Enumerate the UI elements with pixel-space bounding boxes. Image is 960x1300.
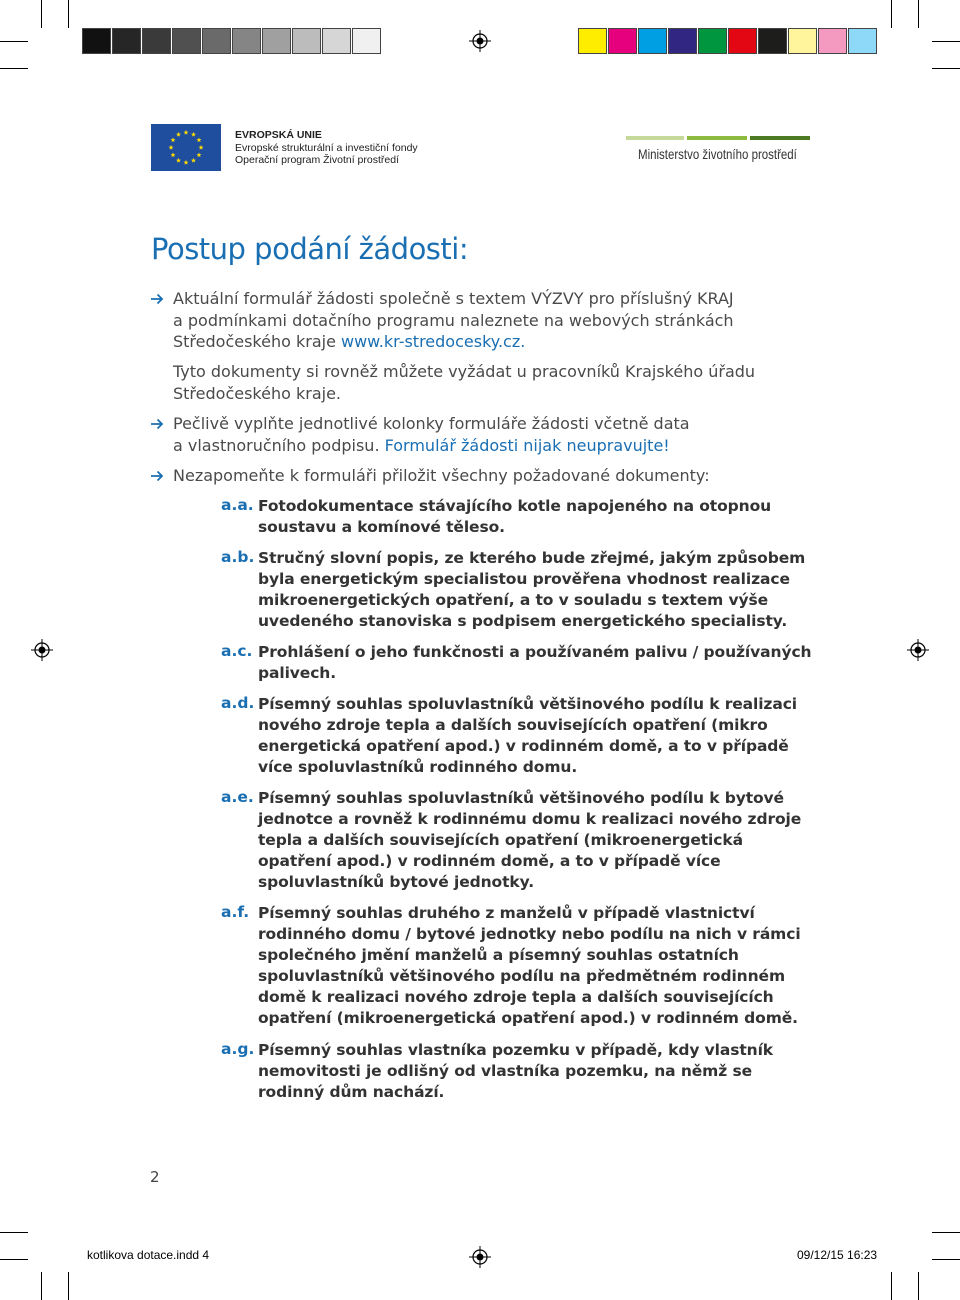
slug-date-time: 09/12/15 16:23 bbox=[797, 1248, 878, 1262]
item-text-line: domě k realizaci nového zdroje tepla a dalších souvisejících bbox=[258, 988, 774, 1006]
item-text-line: rodinného domu / bytové jednotky nebo podílu na nich v rámci bbox=[258, 925, 801, 943]
bullet-1-line-1: Aktuální formulář žádosti společně s textem VÝZVY pro příslušný KRAJ bbox=[173, 289, 734, 308]
eu-star-icon bbox=[199, 145, 204, 150]
crop-mark bbox=[932, 1232, 960, 1233]
eu-star-icon bbox=[191, 132, 196, 137]
crop-mark bbox=[0, 41, 28, 42]
gray-swatch bbox=[322, 28, 351, 54]
gray-swatch bbox=[202, 28, 231, 54]
item-label: a.b. bbox=[221, 548, 255, 566]
crop-mark bbox=[68, 0, 69, 28]
item-label: a.a. bbox=[221, 496, 254, 514]
crop-mark bbox=[0, 1232, 28, 1233]
item-text-line: Prohlášení o jeho funkčnosti a používaném palivu / používaných bbox=[258, 643, 812, 661]
item-text-line: Stručný slovní popis, ze kterého bude zřejmé, jakým způsobem bbox=[258, 549, 806, 567]
crop-mark bbox=[918, 1272, 919, 1300]
registration-mark-icon bbox=[469, 30, 491, 52]
crop-mark bbox=[932, 68, 960, 69]
gray-swatch bbox=[292, 28, 321, 54]
ministry-bar-dark bbox=[750, 136, 810, 140]
gray-swatch bbox=[262, 28, 291, 54]
bullet-1-line-3 bbox=[173, 331, 525, 353]
bullet-2-line-2-text: a vlastnoručního podpisu. bbox=[173, 435, 385, 455]
registration-mark-icon bbox=[469, 1246, 491, 1268]
bullet-2-line-1: Pečlivě vyplňte jednotlivé kolonky formuláře žádosti včetně data bbox=[173, 414, 690, 433]
item-text-line: palivech. bbox=[258, 664, 337, 682]
item-text-line: byla energetickým specialistou prověřena vhodnost realizace bbox=[258, 570, 790, 588]
eu-star-icon bbox=[184, 160, 189, 165]
arrow-right-icon bbox=[150, 469, 164, 483]
registration-mark-icon bbox=[907, 639, 929, 661]
form-warning: Formulář žádosti nijak neupravujte! bbox=[384, 435, 670, 455]
website-link[interactable]: www.kr-stredocesky.cz. bbox=[341, 332, 526, 351]
eu-star-icon bbox=[184, 130, 189, 135]
crop-mark bbox=[68, 1272, 69, 1300]
gray-swatch bbox=[142, 28, 171, 54]
item-label: a.c. bbox=[221, 642, 253, 660]
crop-mark bbox=[918, 0, 919, 28]
bullet-1-line-2: a podmínkami dotačního programu naleznete na webových stránkách bbox=[173, 310, 734, 330]
crop-mark bbox=[41, 0, 42, 28]
ministry-logo-text: Ministerstvo životního prostředí bbox=[638, 146, 797, 162]
eu-star-icon bbox=[171, 137, 176, 142]
item-text-line: energetická opatření apod.) v rodinném domě, a to v případě bbox=[258, 737, 789, 755]
eu-logo-line3: Operační program Životní prostředí bbox=[235, 154, 399, 166]
item-text-line: opatření apod.) v rodinném domě, a to v případě více bbox=[258, 852, 721, 870]
arrow-right-icon bbox=[150, 417, 164, 431]
item-label: a.g. bbox=[221, 1040, 255, 1058]
color-swatch bbox=[638, 28, 667, 54]
item-text-line: uvedeného stanoviska s podpisem energetického specialisty. bbox=[258, 612, 788, 630]
color-swatch bbox=[668, 28, 697, 54]
eu-star-icon bbox=[169, 145, 174, 150]
item-label: a.e. bbox=[221, 788, 254, 806]
gray-swatch bbox=[82, 28, 111, 54]
item-text-line: spoluvlastníků většinového podílu na předmětném rodinném bbox=[258, 967, 785, 985]
item-label: a.f. bbox=[221, 903, 250, 921]
page-title: Postup podání žádosti: bbox=[151, 232, 469, 266]
item-text-line: mikroenergetických opatření, a to v souladu s textem výše bbox=[258, 591, 768, 609]
arrow-right-icon bbox=[150, 292, 164, 306]
crop-mark bbox=[41, 1272, 42, 1300]
color-swatch bbox=[788, 28, 817, 54]
eu-star-icon bbox=[197, 137, 202, 142]
gray-swatch bbox=[232, 28, 261, 54]
item-text-line: tepla a dalších souvisejících opatření (mikroenergetická bbox=[258, 831, 743, 849]
color-swatch bbox=[578, 28, 607, 54]
gray-swatch bbox=[352, 28, 381, 54]
eu-flag-icon bbox=[151, 124, 221, 171]
item-text-line: opatření (mikroenergetická opatření apod.) v rodinném domě. bbox=[258, 1009, 798, 1027]
eu-star-icon bbox=[191, 158, 196, 163]
bullet-3-line-1: Nezapomeňte k formuláři přiložit všechny požadované dokumenty: bbox=[173, 466, 710, 485]
color-swatch bbox=[818, 28, 847, 54]
color-swatch bbox=[728, 28, 757, 54]
crop-mark bbox=[932, 1259, 960, 1260]
eu-star-icon bbox=[176, 158, 181, 163]
color-swatch bbox=[608, 28, 637, 54]
eu-logo-line2: Evropské strukturální a investiční fondy bbox=[235, 141, 418, 154]
item-text-line: jednotce a rovněž k rodinnému domu k realizaci nového zdroje bbox=[258, 810, 802, 828]
bullet-1-line-4: Tyto dokumenty si rovněž můžete vyžádat u pracovníků Krajského úřadu bbox=[173, 362, 756, 381]
crop-mark bbox=[932, 41, 960, 42]
registration-mark-icon bbox=[31, 639, 53, 661]
color-swatch bbox=[758, 28, 787, 54]
item-text-line: rodinný dům nachází. bbox=[258, 1083, 445, 1101]
eu-star-icon bbox=[176, 132, 181, 137]
gray-swatch bbox=[172, 28, 201, 54]
bullet-2-line-2 bbox=[173, 435, 670, 457]
crop-mark bbox=[891, 1272, 892, 1300]
item-text-line: Fotodokumentace stávajícího kotle napojeného na otopnou bbox=[258, 497, 772, 515]
item-text-line: Písemný souhlas spoluvlastníků většinového podílu k bytové bbox=[258, 789, 784, 807]
crop-mark bbox=[0, 68, 28, 69]
ministry-bar-mid bbox=[687, 136, 747, 140]
slug-file-name: kotlikova dotace.indd 4 bbox=[87, 1248, 210, 1262]
eu-logo-line1: EVROPSKÁ UNIE bbox=[235, 129, 322, 141]
item-label: a.d. bbox=[221, 694, 255, 712]
crop-mark bbox=[0, 1259, 28, 1260]
item-text-line: Písemný souhlas vlastníka pozemku v případě, kdy vlastník bbox=[258, 1041, 773, 1059]
color-swatch bbox=[848, 28, 877, 54]
item-text-line: nového zdroje tepla a dalších souvisejících opatření (mikro bbox=[258, 716, 768, 734]
page-number: 2 bbox=[150, 1168, 160, 1186]
color-swatch bbox=[698, 28, 727, 54]
ministry-logo-bars bbox=[626, 136, 810, 140]
item-text-line: Písemný souhlas druhého z manželů v případě vlastnictví bbox=[258, 904, 755, 922]
crop-mark bbox=[891, 0, 892, 28]
item-text-line: více spoluvlastníků rodinného domu. bbox=[258, 758, 578, 776]
item-text-line: nemovitosti je odlišný od vlastníka pozemku, na němž se bbox=[258, 1062, 752, 1080]
bullet-1-line-5: Středočeského kraje. bbox=[173, 383, 341, 403]
bullet-1-line-3-text: Středočeského kraje bbox=[173, 332, 341, 351]
item-text-line: spoluvlastníků bytové jednotky. bbox=[258, 873, 534, 891]
gray-swatch bbox=[112, 28, 141, 54]
ministry-bar-light bbox=[626, 136, 684, 140]
eu-star-icon bbox=[171, 152, 176, 157]
item-text-line: společného jmění manželů a písemný souhlas ostatních bbox=[258, 946, 739, 964]
eu-logo-text bbox=[235, 129, 418, 167]
item-text-line: Písemný souhlas spoluvlastníků většinového podílu k realizaci bbox=[258, 695, 798, 713]
eu-star-icon bbox=[197, 152, 202, 157]
item-text-line: soustavu a komínové těleso. bbox=[258, 518, 505, 536]
